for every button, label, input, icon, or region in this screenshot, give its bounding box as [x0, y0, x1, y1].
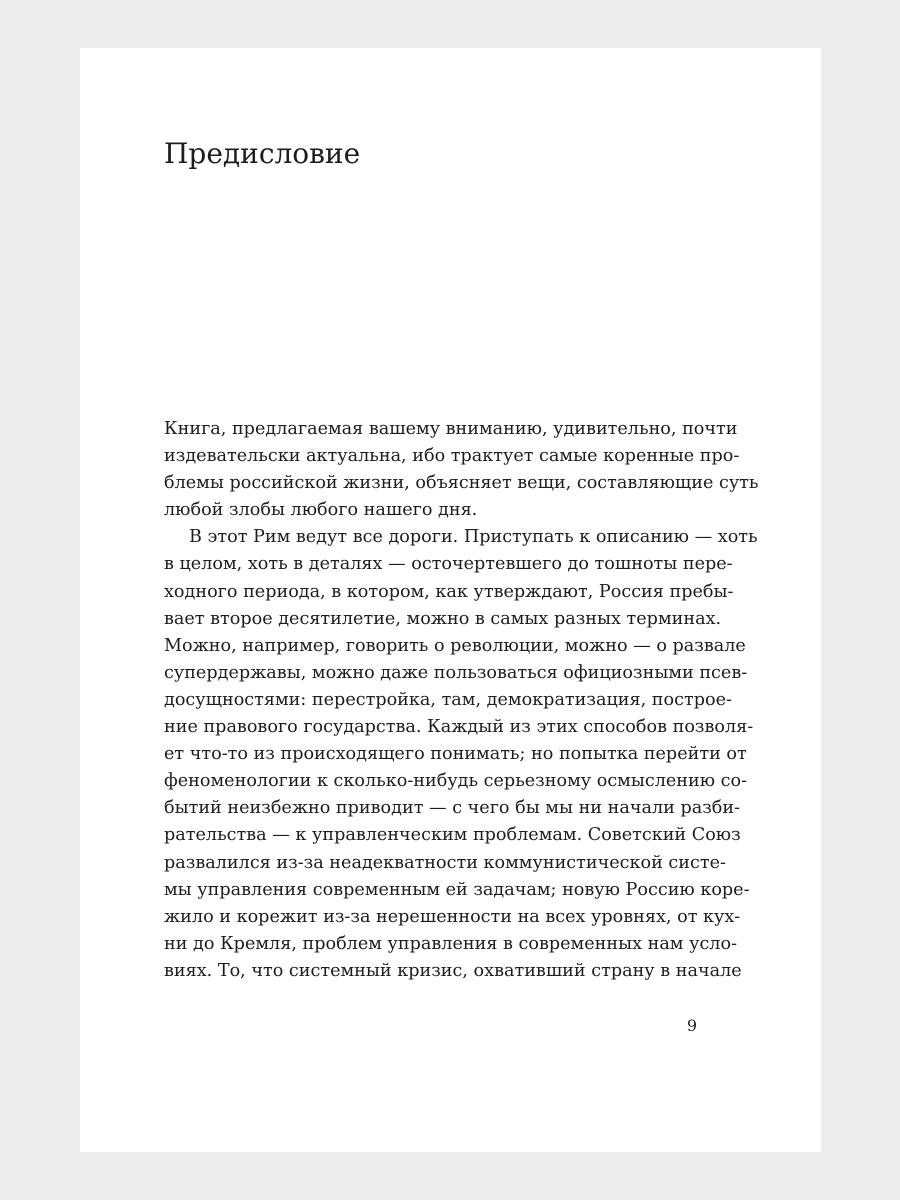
text-line: ходного периода, в котором, как утверждают, Россия пребы- — [164, 581, 734, 602]
text-line: Можно, например, говорить о революции, можно — о развале — [164, 635, 746, 656]
text-line: вает второе десятилетие, можно в самых разных терминах. — [164, 608, 722, 629]
text-line: бытий неизбежно приводит — с чего бы мы ни начали разби- — [164, 798, 741, 819]
text-line: феноменологии к сколько-нибудь серьезному осмыслению со- — [164, 771, 748, 792]
text-line: досущностями: перестройка, там, демократизация, построе- — [164, 689, 732, 710]
book-page — [80, 48, 821, 1152]
page-number: 9 — [686, 1016, 697, 1035]
text-line: рательства — к управленческим проблемам. Советский Союз — [164, 825, 741, 846]
text-line: в целом, хоть в деталях — осточертевшего до тошноты пере- — [164, 554, 733, 575]
text-line: ние правового государства. Каждый из этих способов позволя- — [164, 717, 754, 738]
text-line: любой злобы любого нашего дня. — [164, 500, 478, 521]
text-line: ни до Кремля, проблем управления в современных нам усло- — [164, 933, 738, 954]
text-line: В этот Рим ведут все дороги. Приступать к описанию — хоть — [189, 527, 758, 548]
body-text — [164, 416, 759, 985]
chapter-title: Предисловие — [164, 137, 361, 170]
text-line: развалился из-за неадекватности коммунистической систе- — [164, 852, 726, 873]
text-line: жило и корежит из-за нерешенности на всех уровнях, от кух- — [164, 906, 741, 927]
text-line: Книга, предлагаемая вашему вниманию, удивительно, почти — [164, 419, 738, 439]
text-line: виях. То, что системный кризис, охвативший страну в начале — [164, 960, 742, 981]
text-line: супердержавы, можно даже пользоваться официозными псев- — [164, 662, 748, 683]
text-line: издевательски актуальна, ибо трактует самые коренные про- — [164, 446, 740, 467]
text-line: ет что-то из происходящего понимать; но попытка перейти от — [164, 744, 747, 765]
text-line: мы управления современным ей задачам; новую Россию коре- — [164, 879, 750, 900]
text-line: блемы российской жизни, объясняет вещи, составляющие суть — [164, 473, 759, 494]
